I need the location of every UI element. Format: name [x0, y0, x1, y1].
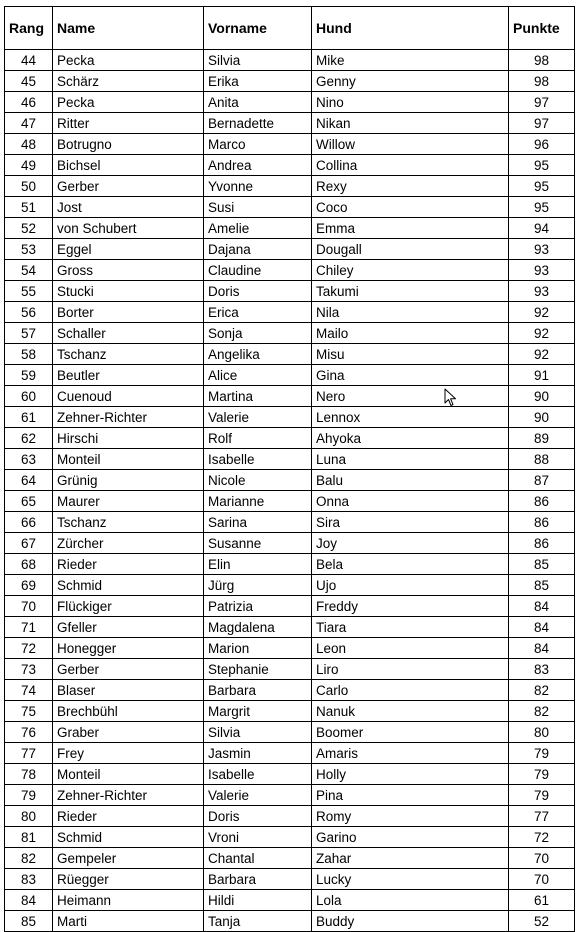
cell-hund: Carlo [312, 680, 509, 701]
cell-punkte: 79 [509, 785, 575, 806]
cell-vorname: Sarina [204, 512, 312, 533]
table-row [5, 260, 575, 281]
cell-name: Eggel [53, 239, 204, 260]
table-row [5, 50, 575, 71]
table-row [5, 785, 575, 806]
cell-hund: Rexy [312, 176, 509, 197]
cell-vorname: Susanne [204, 533, 312, 554]
cell-name: Ritter [53, 113, 204, 134]
cell-vorname: Martina [204, 386, 312, 407]
cell-rang: 57 [5, 323, 53, 344]
table-row [5, 344, 575, 365]
cell-vorname: Jürg [204, 575, 312, 596]
column-header-punkte: Punkte [509, 7, 575, 50]
cell-rang: 44 [5, 50, 53, 71]
cell-vorname: Doris [204, 806, 312, 827]
table-row [5, 554, 575, 575]
table-row [5, 806, 575, 827]
cell-punkte: 61 [509, 890, 575, 911]
table-row [5, 869, 575, 890]
cell-vorname: Andrea [204, 155, 312, 176]
table-row [5, 659, 575, 680]
cell-punkte: 95 [509, 155, 575, 176]
cell-vorname: Doris [204, 281, 312, 302]
cell-punkte: 87 [509, 470, 575, 491]
cell-rang: 55 [5, 281, 53, 302]
cell-punkte: 84 [509, 638, 575, 659]
table-row [5, 323, 575, 344]
cell-hund: Bela [312, 554, 509, 575]
header-row [5, 7, 575, 50]
cell-hund: Luna [312, 449, 509, 470]
column-header-vorname: Vorname [204, 7, 312, 50]
cell-vorname: Alice [204, 365, 312, 386]
cell-rang: 59 [5, 365, 53, 386]
cell-name: Pecka [53, 50, 204, 71]
cell-name: Schmid [53, 575, 204, 596]
cell-rang: 52 [5, 218, 53, 239]
cell-punkte: 90 [509, 386, 575, 407]
cell-hund: Onna [312, 491, 509, 512]
table-row [5, 596, 575, 617]
cell-name: Cuenoud [53, 386, 204, 407]
cell-hund: Garino [312, 827, 509, 848]
cell-hund: Ujo [312, 575, 509, 596]
cell-name: Graber [53, 722, 204, 743]
table-row [5, 197, 575, 218]
cell-name: Gerber [53, 659, 204, 680]
cell-rang: 77 [5, 743, 53, 764]
table-row [5, 92, 575, 113]
cell-hund: Mailo [312, 323, 509, 344]
table-row [5, 176, 575, 197]
cell-vorname: Tanja [204, 911, 312, 932]
cell-hund: Gina [312, 365, 509, 386]
cell-hund: Freddy [312, 596, 509, 617]
cell-rang: 79 [5, 785, 53, 806]
cell-hund: Coco [312, 197, 509, 218]
cell-name: Heimann [53, 890, 204, 911]
cell-vorname: Valerie [204, 785, 312, 806]
table-row [5, 386, 575, 407]
table-row [5, 911, 575, 932]
cell-vorname: Isabelle [204, 449, 312, 470]
cell-punkte: 85 [509, 554, 575, 575]
cell-punkte: 84 [509, 596, 575, 617]
cell-rang: 75 [5, 701, 53, 722]
cell-rang: 64 [5, 470, 53, 491]
cell-rang: 46 [5, 92, 53, 113]
cell-name: Marti [53, 911, 204, 932]
cell-rang: 62 [5, 428, 53, 449]
cell-hund: Romy [312, 806, 509, 827]
cell-punkte: 70 [509, 848, 575, 869]
cell-rang: 80 [5, 806, 53, 827]
cell-rang: 50 [5, 176, 53, 197]
cell-name: Borter [53, 302, 204, 323]
cell-punkte: 97 [509, 113, 575, 134]
cell-vorname: Nicole [204, 470, 312, 491]
cell-rang: 65 [5, 491, 53, 512]
cell-name: Maurer [53, 491, 204, 512]
table-row [5, 890, 575, 911]
cell-punkte: 93 [509, 260, 575, 281]
table-row [5, 680, 575, 701]
cell-punkte: 77 [509, 806, 575, 827]
cell-punkte: 94 [509, 218, 575, 239]
cell-punkte: 93 [509, 281, 575, 302]
cell-vorname: Silvia [204, 50, 312, 71]
cell-name: Tschanz [53, 344, 204, 365]
cell-rang: 60 [5, 386, 53, 407]
cell-punkte: 93 [509, 239, 575, 260]
cell-vorname: Amelie [204, 218, 312, 239]
table-row [5, 701, 575, 722]
cell-rang: 51 [5, 197, 53, 218]
table-row [5, 764, 575, 785]
cell-rang: 49 [5, 155, 53, 176]
cell-hund: Holly [312, 764, 509, 785]
cell-punkte: 79 [509, 743, 575, 764]
cell-name: Gross [53, 260, 204, 281]
cell-vorname: Jasmin [204, 743, 312, 764]
cell-hund: Amaris [312, 743, 509, 764]
cell-name: Rieder [53, 554, 204, 575]
column-header-name: Name [53, 7, 204, 50]
table-row [5, 533, 575, 554]
cell-name: Stucki [53, 281, 204, 302]
cell-name: Beutler [53, 365, 204, 386]
cell-vorname: Vroni [204, 827, 312, 848]
cell-name: Gfeller [53, 617, 204, 638]
cell-rang: 73 [5, 659, 53, 680]
cell-hund: Misu [312, 344, 509, 365]
cell-name: Frey [53, 743, 204, 764]
cell-vorname: Chantal [204, 848, 312, 869]
cell-name: Zehner-Richter [53, 785, 204, 806]
cell-vorname: Dajana [204, 239, 312, 260]
table-row [5, 470, 575, 491]
cell-vorname: Silvia [204, 722, 312, 743]
cell-hund: Genny [312, 71, 509, 92]
cell-rang: 83 [5, 869, 53, 890]
table-row [5, 638, 575, 659]
cell-hund: Chiley [312, 260, 509, 281]
cell-vorname: Yvonne [204, 176, 312, 197]
table-row [5, 281, 575, 302]
cell-rang: 63 [5, 449, 53, 470]
cell-hund: Joy [312, 533, 509, 554]
cell-vorname: Erika [204, 71, 312, 92]
cell-name: Rieder [53, 806, 204, 827]
cell-name: Gempeler [53, 848, 204, 869]
cell-hund: Balu [312, 470, 509, 491]
cell-name: Gerber [53, 176, 204, 197]
cell-punkte: 97 [509, 92, 575, 113]
cell-name: Monteil [53, 764, 204, 785]
cell-rang: 69 [5, 575, 53, 596]
cell-rang: 85 [5, 911, 53, 932]
cell-hund: Sira [312, 512, 509, 533]
cell-punkte: 95 [509, 197, 575, 218]
cell-name: Zehner-Richter [53, 407, 204, 428]
table-row [5, 449, 575, 470]
cell-name: Brechbühl [53, 701, 204, 722]
cell-hund: Buddy [312, 911, 509, 932]
cell-vorname: Valerie [204, 407, 312, 428]
cell-punkte: 92 [509, 344, 575, 365]
cell-vorname: Marco [204, 134, 312, 155]
cell-vorname: Barbara [204, 869, 312, 890]
cell-name: Pecka [53, 92, 204, 113]
table-row [5, 71, 575, 92]
cell-hund: Ahyoka [312, 428, 509, 449]
cell-name: Hirschi [53, 428, 204, 449]
cell-punkte: 79 [509, 764, 575, 785]
cell-name: Rüegger [53, 869, 204, 890]
cell-punkte: 96 [509, 134, 575, 155]
cell-hund: Liro [312, 659, 509, 680]
table-row [5, 722, 575, 743]
cell-hund: Nanuk [312, 701, 509, 722]
cell-punkte: 52 [509, 911, 575, 932]
cell-name: Schmid [53, 827, 204, 848]
cell-punkte: 88 [509, 449, 575, 470]
cell-hund: Lola [312, 890, 509, 911]
cell-punkte: 90 [509, 407, 575, 428]
cell-punkte: 80 [509, 722, 575, 743]
cell-name: Schärz [53, 71, 204, 92]
table-row [5, 302, 575, 323]
cell-vorname: Barbara [204, 680, 312, 701]
cell-name: Schaller [53, 323, 204, 344]
table-row [5, 134, 575, 155]
cell-rang: 58 [5, 344, 53, 365]
cell-rang: 72 [5, 638, 53, 659]
cell-rang: 56 [5, 302, 53, 323]
cell-punkte: 91 [509, 365, 575, 386]
cell-punkte: 95 [509, 176, 575, 197]
cell-rang: 70 [5, 596, 53, 617]
cell-rang: 45 [5, 71, 53, 92]
cell-rang: 71 [5, 617, 53, 638]
cell-vorname: Marianne [204, 491, 312, 512]
cell-rang: 47 [5, 113, 53, 134]
cell-rang: 84 [5, 890, 53, 911]
cell-vorname: Anita [204, 92, 312, 113]
ranking-table [4, 6, 575, 932]
cell-vorname: Marion [204, 638, 312, 659]
table-row [5, 218, 575, 239]
cell-rang: 78 [5, 764, 53, 785]
cell-punkte: 92 [509, 323, 575, 344]
cell-hund: Nero [312, 386, 509, 407]
cell-rang: 66 [5, 512, 53, 533]
cell-rang: 82 [5, 848, 53, 869]
cell-name: Tschanz [53, 512, 204, 533]
table-row [5, 512, 575, 533]
cell-hund: Nikan [312, 113, 509, 134]
cell-hund: Nila [312, 302, 509, 323]
cell-vorname: Susi [204, 197, 312, 218]
cell-vorname: Bernadette [204, 113, 312, 134]
cell-name: Bichsel [53, 155, 204, 176]
cell-name: Jost [53, 197, 204, 218]
cell-rang: 68 [5, 554, 53, 575]
table-row [5, 743, 575, 764]
cell-vorname: Erica [204, 302, 312, 323]
table-row [5, 575, 575, 596]
cell-punkte: 98 [509, 50, 575, 71]
table-body [5, 50, 575, 932]
cell-punkte: 85 [509, 575, 575, 596]
cell-punkte: 72 [509, 827, 575, 848]
cell-hund: Pina [312, 785, 509, 806]
table-row [5, 407, 575, 428]
cell-hund: Lucky [312, 869, 509, 890]
cell-vorname: Rolf [204, 428, 312, 449]
cell-hund: Nino [312, 92, 509, 113]
table-row [5, 155, 575, 176]
cell-hund: Dougall [312, 239, 509, 260]
cell-vorname: Sonja [204, 323, 312, 344]
cell-name: Grünig [53, 470, 204, 491]
cell-name: von Schubert [53, 218, 204, 239]
cell-vorname: Elin [204, 554, 312, 575]
cell-hund: Emma [312, 218, 509, 239]
column-header-hund: Hund [312, 7, 509, 50]
cell-name: Honegger [53, 638, 204, 659]
cell-punkte: 82 [509, 680, 575, 701]
column-header-rang: Rang [5, 7, 53, 50]
cell-vorname: Hildi [204, 890, 312, 911]
cell-punkte: 92 [509, 302, 575, 323]
cell-punkte: 89 [509, 428, 575, 449]
cell-hund: Takumi [312, 281, 509, 302]
table-row [5, 827, 575, 848]
cell-rang: 48 [5, 134, 53, 155]
cell-rang: 54 [5, 260, 53, 281]
cell-vorname: Magdalena [204, 617, 312, 638]
cell-hund: Boomer [312, 722, 509, 743]
cell-rang: 81 [5, 827, 53, 848]
table-row [5, 239, 575, 260]
cell-vorname: Stephanie [204, 659, 312, 680]
cell-name: Blaser [53, 680, 204, 701]
cell-rang: 76 [5, 722, 53, 743]
cell-name: Monteil [53, 449, 204, 470]
cell-rang: 74 [5, 680, 53, 701]
table-row [5, 113, 575, 134]
cell-vorname: Claudine [204, 260, 312, 281]
cell-punkte: 70 [509, 869, 575, 890]
cell-vorname: Isabelle [204, 764, 312, 785]
cell-punkte: 83 [509, 659, 575, 680]
cell-hund: Lennox [312, 407, 509, 428]
cell-punkte: 86 [509, 491, 575, 512]
cell-hund: Tiara [312, 617, 509, 638]
cell-vorname: Angelika [204, 344, 312, 365]
cell-punkte: 86 [509, 533, 575, 554]
cell-hund: Zahar [312, 848, 509, 869]
cell-punkte: 84 [509, 617, 575, 638]
table-row [5, 428, 575, 449]
cell-rang: 67 [5, 533, 53, 554]
cell-vorname: Margrit [204, 701, 312, 722]
cell-hund: Collina [312, 155, 509, 176]
cell-punkte: 86 [509, 512, 575, 533]
table-header [5, 7, 575, 50]
cell-name: Zürcher [53, 533, 204, 554]
cell-name: Botrugno [53, 134, 204, 155]
cell-rang: 53 [5, 239, 53, 260]
table-row [5, 848, 575, 869]
table-row [5, 491, 575, 512]
cell-hund: Mike [312, 50, 509, 71]
cell-name: Flückiger [53, 596, 204, 617]
cell-hund: Leon [312, 638, 509, 659]
table-row [5, 617, 575, 638]
cell-vorname: Patrizia [204, 596, 312, 617]
cell-hund: Willow [312, 134, 509, 155]
cell-rang: 61 [5, 407, 53, 428]
table-row [5, 365, 575, 386]
cell-punkte: 82 [509, 701, 575, 722]
cell-punkte: 98 [509, 71, 575, 92]
